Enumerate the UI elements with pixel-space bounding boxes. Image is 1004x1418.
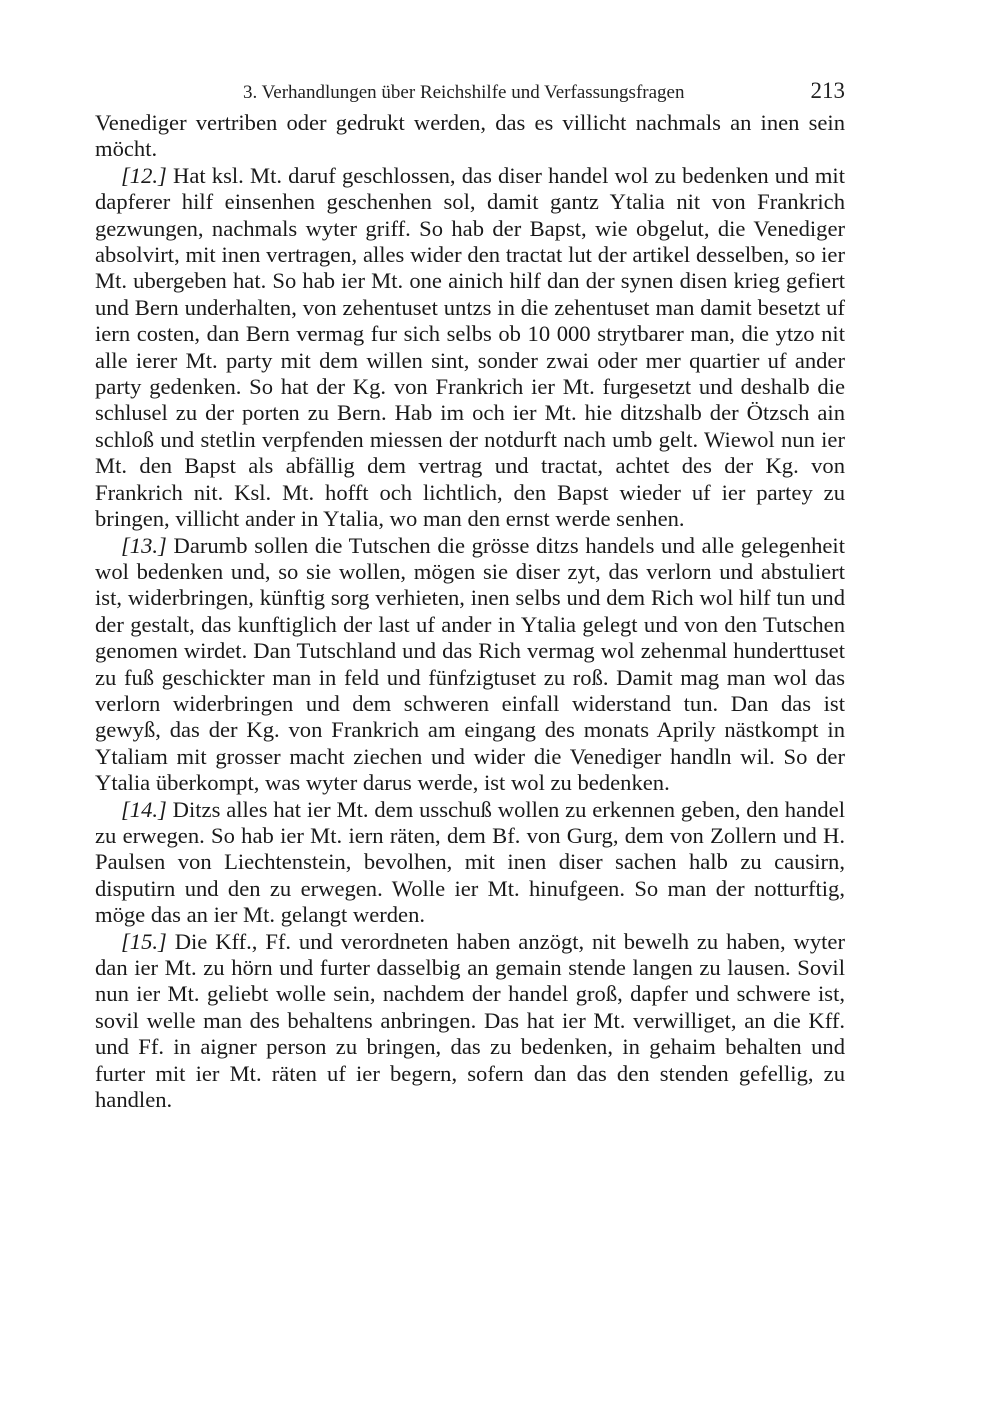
- running-head: [95, 78, 845, 110]
- paragraph-text: Venediger vertriben oder gedrukt werden, das es villicht nachmals an inen sein möcht.: [95, 110, 845, 162]
- paragraph-13: [95, 533, 845, 797]
- paragraph-12: [95, 163, 845, 533]
- body-text: [95, 110, 845, 1113]
- paragraph-marker: [15.]: [121, 928, 167, 954]
- paragraph-text: Die Kff., Ff. und verordneten haben anzögt, nit bewelh zu haben, wyter dan ier Mt. zu hörn und furter dasselbig an gemain stende langen zu lausen. Sovil nun ier Mt. geliebt wolle sein, nachdem der handel groß, dapfer und schwere ist, sovil welle man des behaltens anbringen. Das hat ier Mt. verwilliget, an die Kff. und Ff. in aigner person zu bringen, das zu bedenken, in gehaim behalten und furter mit ier Mt. räten uf ier begern, sofern dan das den stenden gefellig, zu handlen.: [95, 928, 845, 1113]
- paragraph-marker: [12.]: [121, 162, 167, 188]
- paragraph-continuation: [95, 110, 845, 163]
- paragraph-marker: [14.]: [121, 796, 167, 822]
- paragraph-text: Ditzs alles hat ier Mt. dem usschuß wollen zu erkennen geben, den handel zu erwegen. So hab ier Mt. iern räten, dem Bf. von Gurg, dem von Zollern und H. Paulsen von Liechtenstein, bevolhen, mit inen diser sachen halb zu causirn, disputirn und den zu erwegen. Wolle ier Mt. hinufgeen. So man der notturftig, möge das an ier Mt. gelangt werden.: [95, 796, 845, 928]
- paragraph-15: [95, 929, 845, 1114]
- paragraph-text: Darumb sollen die Tutschen die grösse ditzs handels und alle gelegenheit wol bedenken und, so sie wollen, mögen sie diser zyt, das verlorn und abstuliert ist, widerbringen, künftig sorg verhieten, inen selbs und dem Rich wol hilf tun und der gestalt, das kunftiglich der last uf ander in Ytalia gelegt und von den Tutschen genomen wirdet. Dan Tutschland und das Rich vermag wol zehenmal hunderttuset zu fuß geschickter man in feld und fünfzigtuset zu roß. Damit mag man wol das verlorn widerbringen und dem schweren einfall widerstand tun. Dan das ist gewyß, das der Kg. von Frankrich am eingang des monats Aprily nästkompt in Ytaliam mit grosser macht ziechen und wider die Venediger handln wil. So der Ytalia überkompt, was wyter darus werde, ist wol zu bedenken.: [95, 532, 845, 796]
- page-number: 213: [810, 78, 845, 103]
- running-title: 3. Verhandlungen über Reichshilfe und Verfassungsfragen: [243, 82, 685, 103]
- document-page: [95, 78, 845, 1113]
- paragraph-14: [95, 797, 845, 929]
- paragraph-marker: [13.]: [121, 532, 167, 558]
- paragraph-text: Hat ksl. Mt. daruf geschlossen, das diser handel wol zu bedenken und mit dapferer hilf einsenhen geschenhen sol, damit gantz Ytalia nit von Frankrich gezwungen, nachmals wyter griff. So hab der Bapst, wie obgelut, die Venediger absolvirt, mit inen vertragen, alles wider den tractat lut der artikel desselben, so ier Mt. ubergeben hat. So hab ier Mt. one ainich hilf dan der synen disen krieg gefiert und Bern underhalten, von zehentuset untzs in die zehentuset man damit besetzt uf iern costen, dan Bern vermag fur sich selbs ob 10 000 strytbarer man, die ytzo nit alle ierer Mt. party mit dem willen sint, sonder zwai oder mer quartier uf ander party gedenken. So hat der Kg. von Frankrich ier Mt. furgesetzt und deshalb die schlusel zu der porten zu Bern. Hab im och ier Mt. hie ditzshalb der Ötzsch ain schloß und stetlin verpfenden miessen der notdurft nach umb gelt. Wiewol nun ier Mt. den Bapst als abfällig dem vertrag und tractat, achtet des der Kg. von Frankrich nit. Ksl. Mt. hofft och lichtlich, den Bapst wieder uf ier partey zu bringen, villicht ander in Ytalia, wo man den ernst werde senhen.: [95, 162, 845, 532]
